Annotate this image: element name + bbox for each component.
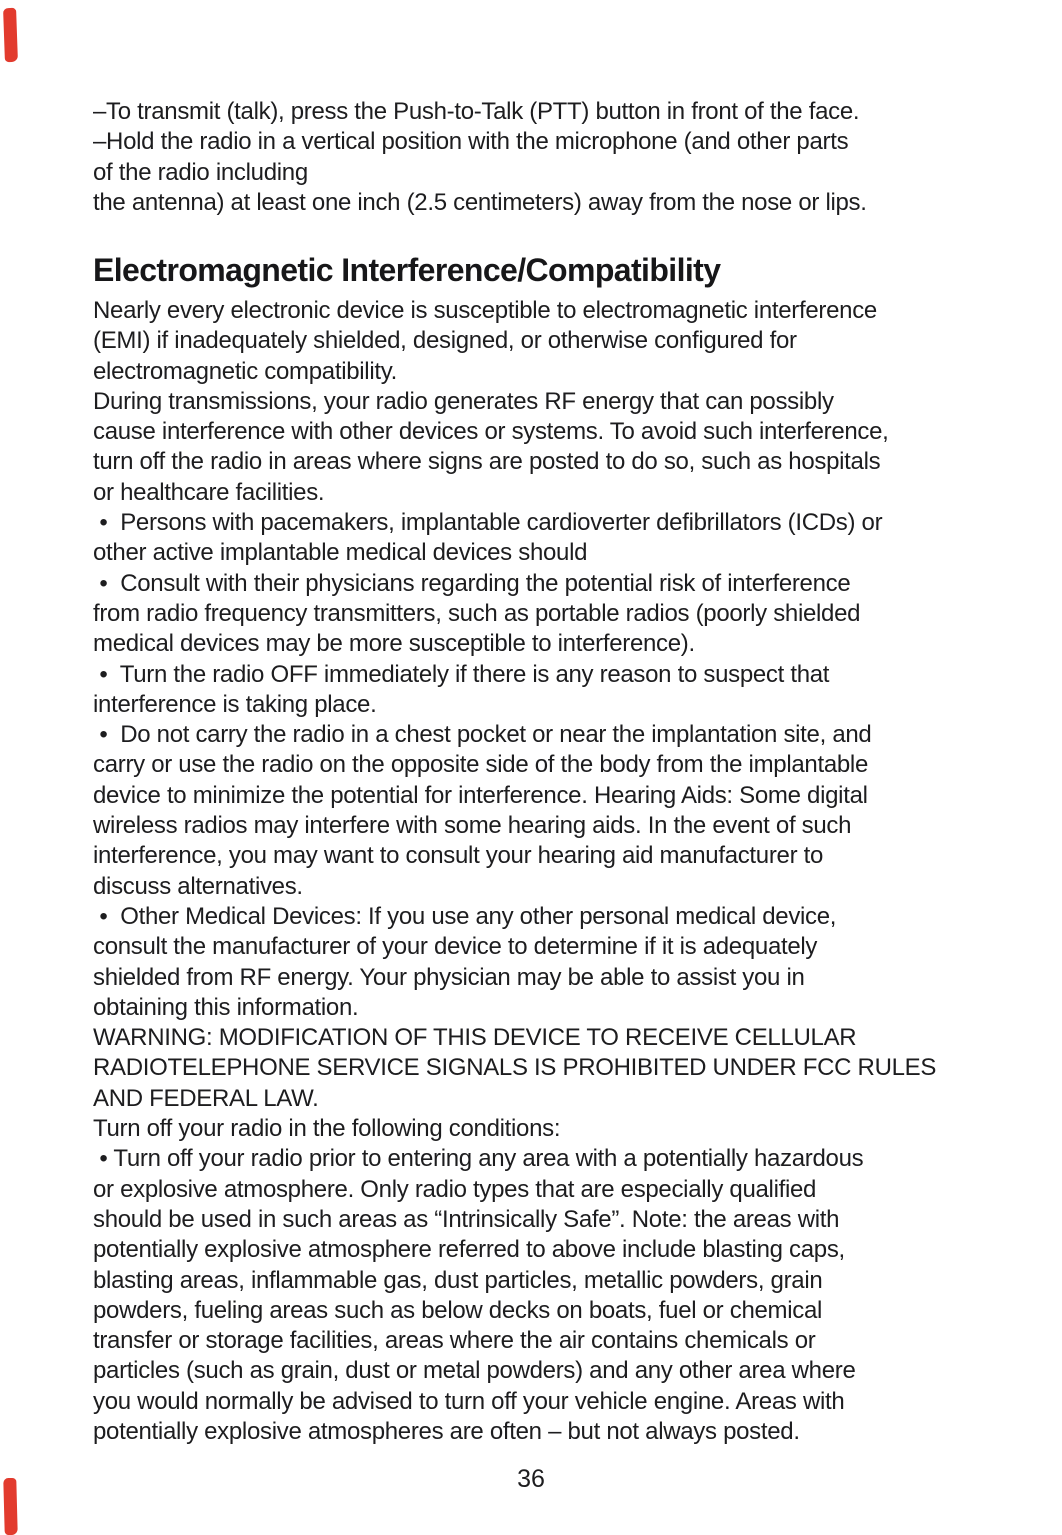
bullet-line: • Turn off your radio prior to entering any area with a potentially hazardous bbox=[93, 1145, 864, 1173]
text-line: obtaining this information. bbox=[93, 993, 359, 1021]
text-line: carry or use the radio on the opposite side of the body from the implantable bbox=[93, 751, 869, 779]
bullet-line: • Other Medical Devices: If you use any other personal medical device, bbox=[93, 902, 837, 930]
text-line: –To transmit (talk), press the Push-to-Talk (PTT) button in front of the face. bbox=[93, 98, 860, 125]
text-line: potentially explosive atmosphere referred to above include blasting caps, bbox=[93, 1236, 845, 1264]
text-line: or healthcare facilities. bbox=[93, 478, 325, 506]
text-line: (EMI) if inadequately shielded, designed, or otherwise configured for bbox=[93, 327, 797, 355]
text-line: electromagnetic compatibility. bbox=[93, 357, 398, 385]
bullet-line: • Do not carry the radio in a chest pocket or near the implantation site, and bbox=[93, 721, 872, 749]
page-number: 36 bbox=[517, 1465, 545, 1493]
text-line: the antenna) at least one inch (2.5 centimeters) away from the nose or lips. bbox=[93, 188, 867, 216]
warning-line: RADIOTELEPHONE SERVICE SIGNALS IS PROHIBITED UNDER FCC RULES bbox=[93, 1054, 937, 1082]
warning-line: WARNING: MODIFICATION OF THIS DEVICE TO RECEIVE CELLULAR bbox=[93, 1024, 857, 1052]
text-line: Nearly every electronic device is susceptible to electromagnetic interference bbox=[93, 297, 877, 324]
red-paint-mark-top-left bbox=[3, 8, 18, 62]
text-line: consult the manufacturer of your device to determine if it is adequately bbox=[93, 933, 818, 961]
bullet-line: • Persons with pacemakers, implantable cardioverter defibrillators (ICDs) or bbox=[93, 509, 883, 537]
text-line: cause interference with other devices or systems. To avoid such interference, bbox=[93, 418, 889, 446]
text-line: transfer or storage facilities, areas where the air contains chemicals or bbox=[93, 1327, 816, 1355]
text-line: you would normally be advised to turn off your vehicle engine. Areas with bbox=[93, 1387, 845, 1415]
section-body bbox=[93, 296, 936, 1447]
text-line: interference, you may want to consult your hearing aid manufacturer to bbox=[93, 842, 824, 870]
text-line: discuss alternatives. bbox=[93, 872, 303, 900]
text-line: shielded from RF energy. Your physician may be able to assist you in bbox=[93, 963, 805, 991]
text-line: wireless radios may interfere with some hearing aids. In the event of such bbox=[93, 812, 852, 840]
text-line: potentially explosive atmospheres are often – but not always posted. bbox=[93, 1417, 800, 1445]
text-line: particles (such as grain, dust or metal powders) and any other area where bbox=[93, 1357, 856, 1385]
text-line: powders, fueling areas such as below decks on boats, fuel or chemical bbox=[93, 1296, 823, 1324]
text-line: turn off the radio in areas where signs are posted to do so, such as hospitals bbox=[93, 448, 881, 476]
text-line: Turn off your radio in the following conditions: bbox=[93, 1115, 561, 1143]
text-line: medical devices may be more susceptible to interference). bbox=[93, 630, 695, 658]
text-line: interference is taking place. bbox=[93, 690, 377, 718]
text-line: should be used in such areas as “Intrinsically Safe”. Note: the areas with bbox=[93, 1205, 840, 1233]
text-line: During transmissions, your radio generates RF energy that can possibly bbox=[93, 387, 834, 415]
bullet-line: • Turn the radio OFF immediately if there is any reason to suspect that bbox=[93, 660, 830, 688]
text-line: device to minimize the potential for interference. Hearing Aids: Some digital bbox=[93, 781, 868, 809]
text-line: –Hold the radio in a vertical position with the microphone (and other parts bbox=[93, 128, 849, 156]
text-line: blasting areas, inflammable gas, dust particles, metallic powders, grain bbox=[93, 1266, 823, 1294]
bullet-line: • Consult with their physicians regarding the potential risk of interference bbox=[93, 569, 851, 597]
intro-paragraph bbox=[93, 97, 867, 218]
text-line: or explosive atmosphere. Only radio types that are especially qualified bbox=[93, 1175, 817, 1203]
text-line: from radio frequency transmitters, such as portable radios (poorly shielded bbox=[93, 599, 861, 627]
text-line: of the radio including bbox=[93, 158, 308, 186]
section-heading: Electromagnetic Interference/Compatibility bbox=[93, 252, 721, 288]
warning-line: AND FEDERAL LAW. bbox=[93, 1084, 319, 1112]
text-line: other active implantable medical devices should bbox=[93, 539, 588, 567]
